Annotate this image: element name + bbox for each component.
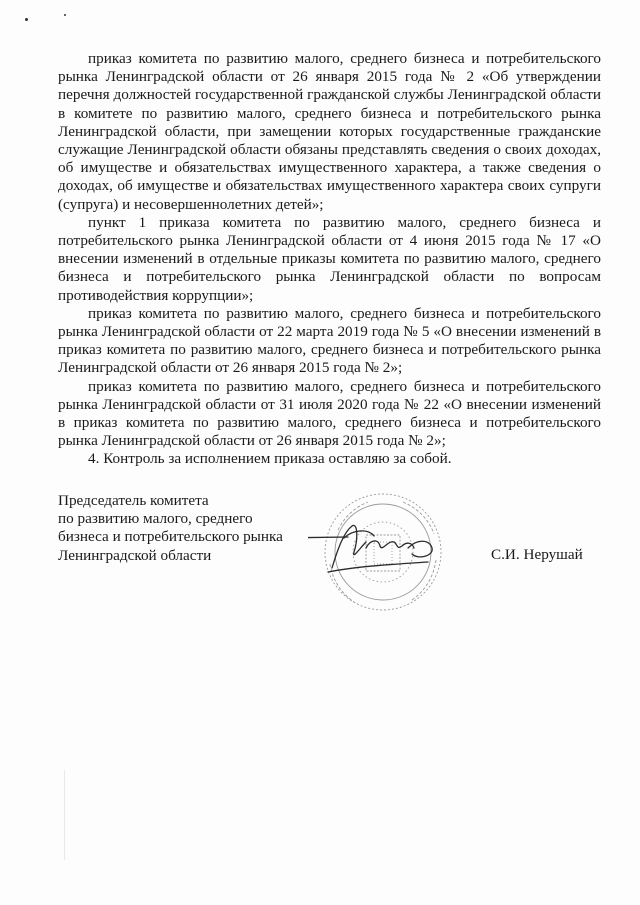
signatory-title-line: по развитию малого, среднего — [58, 510, 253, 528]
signatory-title-line: Председатель комитета — [58, 492, 209, 509]
official-seal-icon — [308, 490, 458, 640]
paragraph-order-2019-5: приказ комитета по развитию малого, среднего бизнеса и потребительского рынка Ленинградской области от 22 марта 2019 года № 5 «О внесении изменений в приказ комитета по развитию малого, среднего бизнеса и потребительского рынка Ленинградской области от 26 января 2015 года № 2»; — [58, 304, 601, 377]
paragraph-order-2020-22: приказ комитета по развитию малого, среднего бизнеса и потребительского рынка Ленинградской области от 31 июля 2020 года № 22 «О внесении изменений в приказ комитета по развитию малого, среднего бизнеса и потребительского рынка Ленинградской области от 26 января 2015 года № 2»; — [58, 377, 601, 450]
scan-speck — [25, 18, 28, 21]
paragraph-order-2015-2: приказ комитета по развитию малого, среднего бизнеса и потребительского рынка Ленинградской области от 26 января 2015 года № 2 «Об утверждении перечня должностей государственной гражданской службы Ленинградской области в комитете по развитию малого, среднего бизнеса и потребительского рынка Ленинградской области, при замещении которых государственные гражданские служащие Ленинградской области обязаны представлять сведения о своих доходах, об имуществе и обязательствах имущественного характера, а также сведения о доходах, об имуществе и обязательствах имущественного характера своих супруги (супруга) и несовершеннолетних детей»; — [58, 50, 601, 213]
paragraph-control-clause: 4. Контроль за исполнением приказа оставляю за собой. — [88, 450, 452, 468]
scan-speck — [64, 14, 66, 16]
scan-artifact-line — [64, 770, 65, 860]
signatory-title-line: Ленинградской области — [58, 546, 212, 564]
paragraph-item-1-order-17: пункт 1 приказа комитета по развитию малого, среднего бизнеса и потребительского рынка Ленинградской области от 4 июня 2015 года № 17 «О внесении изменений в отдельные приказы комитета по развитию малого, среднего бизнеса и потребительского рынка Ленинградской области по вопросам противодействия коррупции»; — [58, 213, 601, 304]
document-body — [58, 50, 601, 469]
signatory-name: С.И. Нерушай — [491, 546, 583, 563]
signatory-title-line: бизнеса и потребительского рынка — [58, 528, 283, 546]
